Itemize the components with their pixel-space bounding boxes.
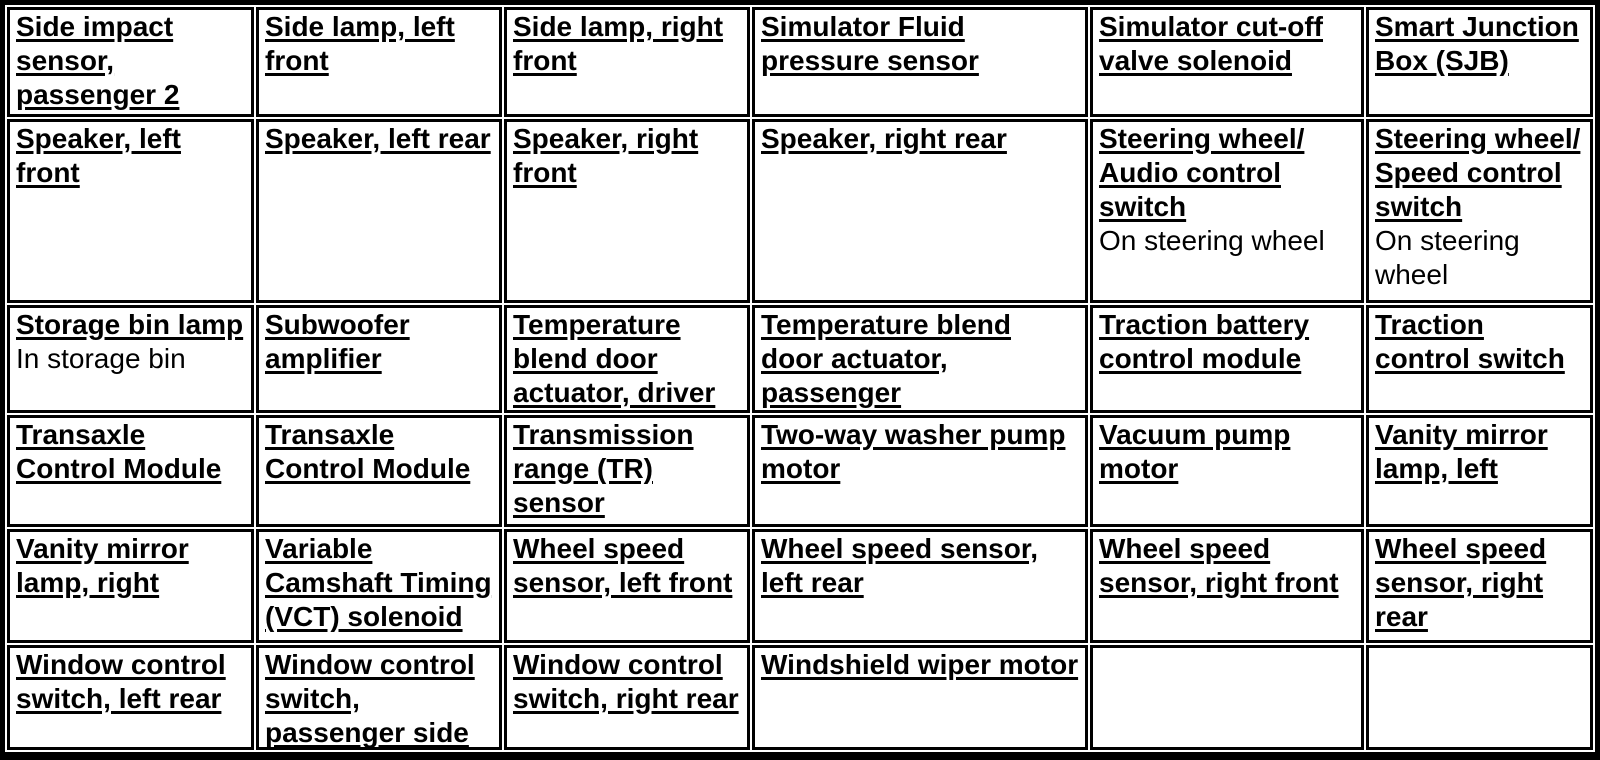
component-link[interactable]: Wheel speed sensor, left rear [761, 533, 1038, 598]
component-link[interactable]: Vanity mirror lamp, left [1375, 419, 1548, 484]
table-cell [7, 7, 254, 117]
table-cell [1090, 305, 1364, 413]
component-link[interactable]: Subwoofer amplifier [265, 309, 410, 374]
table-cell [504, 415, 750, 527]
table-cell [1090, 415, 1364, 527]
table-cell [504, 7, 750, 117]
component-link[interactable]: Wheel speed sensor, left front [513, 533, 733, 598]
component-link[interactable]: Windshield wiper motor [761, 649, 1079, 680]
component-link[interactable]: Vanity mirror lamp, right [16, 533, 189, 598]
table-cell [7, 645, 254, 750]
table-cell [256, 119, 502, 303]
component-link[interactable]: Transmission range (TR) sensor [513, 419, 694, 518]
table-cell [504, 645, 750, 750]
table-cell [1366, 305, 1593, 413]
component-link[interactable]: Speaker, left front [16, 123, 181, 188]
table-cell [1366, 119, 1593, 303]
component-link[interactable]: Side lamp, right front [513, 11, 724, 76]
component-link[interactable]: Traction control switch [1375, 309, 1565, 374]
component-link[interactable]: Variable Camshaft Timing (VCT) solenoid [265, 533, 492, 632]
table-cell [7, 529, 254, 643]
table-cell [1366, 7, 1593, 117]
table-cell [256, 305, 502, 413]
table-cell [7, 119, 254, 303]
component-link[interactable]: Steering wheel/ Audio control switch [1099, 123, 1305, 222]
component-link[interactable]: Wheel speed sensor, right front [1099, 533, 1339, 598]
component-link[interactable]: Transaxle Control Module [265, 419, 471, 484]
component-link[interactable]: Steering wheel/ Speed control switch [1375, 123, 1581, 222]
component-link[interactable]: Wheel speed sensor, right rear [1375, 533, 1547, 632]
table-cell [1090, 529, 1364, 643]
table-cell [504, 119, 750, 303]
component-note: In storage bin [16, 343, 186, 374]
component-link[interactable]: Speaker, right rear [761, 123, 1007, 154]
component-note: On steering wheel [1375, 225, 1520, 290]
component-link[interactable]: Smart Junction Box (SJB) [1375, 11, 1579, 76]
component-link[interactable]: Simulator Fluid pressure sensor [761, 11, 979, 76]
component-link[interactable]: Vacuum pump motor [1099, 419, 1291, 484]
table-cell [752, 119, 1088, 303]
table-cell [1090, 7, 1364, 117]
table-cell [7, 305, 254, 413]
component-link[interactable]: Speaker, left rear [265, 123, 491, 154]
component-link[interactable]: Window control switch, passenger side [265, 649, 475, 748]
table-cell-empty [1090, 645, 1364, 750]
component-link[interactable]: Temperature blend door actuator, driver [513, 309, 716, 408]
table-cell [504, 305, 750, 413]
component-link[interactable]: Traction battery control module [1099, 309, 1310, 374]
component-link[interactable]: Window control switch, right rear [513, 649, 739, 714]
table-cell [752, 645, 1088, 750]
component-link[interactable]: Storage bin lamp [16, 309, 244, 340]
component-link[interactable]: Speaker, right front [513, 123, 699, 188]
table-cell-empty [1366, 645, 1593, 750]
component-link[interactable]: Simulator cut-off valve solenoid [1099, 11, 1323, 76]
table-cell [504, 529, 750, 643]
table-cell [1366, 415, 1593, 527]
table-cell [256, 415, 502, 527]
table-cell [752, 305, 1088, 413]
table-cell [256, 7, 502, 117]
component-link[interactable]: Window control switch, left rear [16, 649, 226, 714]
component-note: On steering wheel [1099, 225, 1325, 256]
table-cell [752, 529, 1088, 643]
component-link[interactable]: Side impact sensor, passenger 2 [16, 11, 180, 110]
table-cell [256, 645, 502, 750]
component-link[interactable]: Transaxle Control Module [16, 419, 222, 484]
table-cell [752, 7, 1088, 117]
table-cell [1366, 529, 1593, 643]
table-cell [1090, 119, 1364, 303]
table-cell [7, 415, 254, 527]
table-cell [752, 415, 1088, 527]
component-link[interactable]: Two-way washer pump motor [761, 419, 1066, 484]
component-link[interactable]: Temperature blend door actuator, passenger [761, 309, 1011, 408]
table-cell [256, 529, 502, 643]
component-link[interactable]: Side lamp, left front [265, 11, 455, 76]
